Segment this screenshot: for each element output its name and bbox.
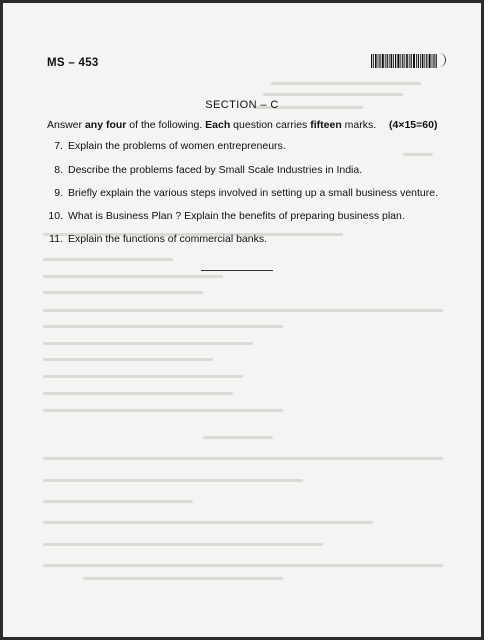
instruction-text: of the following. — [126, 119, 206, 131]
instruction-text: question carries — [230, 119, 311, 131]
instruction-text: Answer — [47, 119, 85, 131]
instruction — [47, 119, 437, 131]
question-text: Explain the functions of commercial banks. — [68, 233, 268, 245]
instruction-emphasis: Each — [205, 119, 231, 131]
question-number: 10. — [48, 210, 63, 222]
question-item — [47, 140, 286, 152]
section-title: SECTION – C — [205, 99, 279, 111]
question-number: 7. — [54, 140, 63, 152]
question-item — [47, 210, 405, 222]
barcode — [371, 54, 437, 68]
question-item — [47, 164, 362, 176]
question-text: What is Business Plan ? Explain the benefits of preparing business plan. — [68, 210, 405, 222]
question-item — [47, 233, 267, 245]
question-number: 9. — [54, 187, 63, 199]
question-text: Describe the problems faced by Small Scale Industries in India. — [68, 164, 363, 176]
paper-code: MS – 453 — [47, 57, 99, 69]
instruction-emphasis: fifteen — [310, 119, 342, 131]
question-text: Explain the problems of women entrepreneurs. — [68, 140, 286, 152]
question-text: Briefly explain the various steps involved in setting up a small business venture. — [68, 187, 439, 199]
question-number: 11. — [49, 233, 63, 245]
exam-page — [3, 3, 481, 637]
instruction-emphasis: any four — [84, 119, 127, 131]
question-number: 8. — [54, 164, 63, 176]
instruction-text: marks. — [341, 119, 377, 131]
barcode-edge-mark — [437, 53, 446, 67]
marks-allotment: (4×15=60) — [389, 119, 438, 131]
question-item — [47, 187, 438, 199]
end-of-section-rule — [201, 270, 273, 271]
